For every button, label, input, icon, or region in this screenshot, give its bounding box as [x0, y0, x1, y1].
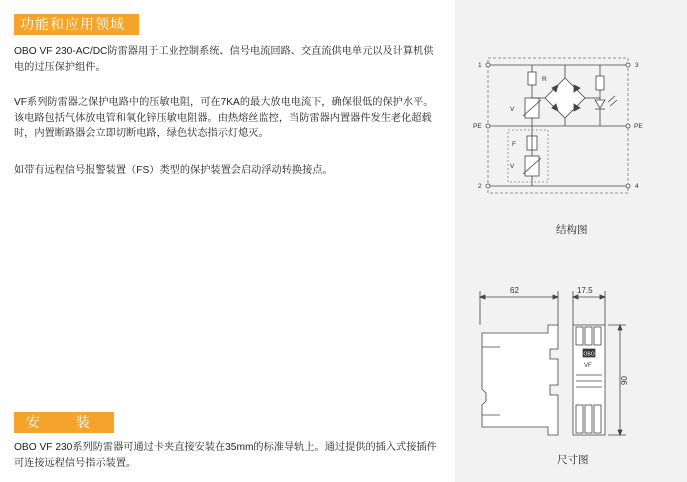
terminal-1-label: 1	[478, 62, 482, 69]
terminal-4-label: 4	[635, 183, 639, 190]
structure-diagram	[470, 48, 650, 208]
installation-paragraph: OBO VF 230系列防雷器可通过卡夹直接安装在35mm的标准导轨上。通过提供的插入式接插件可连接远程信号指示装置。	[14, 442, 437, 469]
features-paragraph-1: OBO VF 230-AC/DC防雷器用于工业控制系统、信号电流回路、交直流供电单元以及计算机供电的过压保护组件。	[14, 46, 434, 73]
height-dimension-label: 90	[620, 376, 629, 385]
features-paragraph-3: 如带有远程信号报警装置（FS）类型的保护装置会启动浮动转换接点。	[14, 165, 333, 176]
terminal-pe-right-label: PE	[634, 123, 643, 130]
fuse-label: F	[512, 141, 516, 148]
terminal-3-label: 3	[635, 62, 639, 69]
terminal-2-label: 2	[478, 183, 482, 190]
varistor-top-label: V	[510, 106, 515, 113]
depth-dimension-label: 17.5	[577, 286, 593, 295]
device-model-label: VF	[584, 363, 592, 369]
section-heading-features: 功能和应用领域	[14, 14, 139, 35]
section-heading-installation: 安 装	[14, 412, 114, 433]
structure-diagram-caption: 结构图	[556, 224, 588, 236]
dimension-diagram-caption: 尺寸图	[557, 454, 589, 466]
features-paragraph-2: VF系列防雷器之保护电路中的压敏电阻，可在7KA的最大放电电流下，确保很低的保护水平。该电路包括气体放电管和氧化锌压敏电阻器。由热熔丝监控，当防雷器内置器件发生老化超载时，内置断路器会立即切断电路，绿色状态指示灯熄灭。	[14, 97, 434, 139]
resistor-label: R	[542, 76, 547, 83]
dimension-diagram	[470, 285, 640, 445]
device-brand-label: OBO	[583, 351, 595, 358]
width-dimension-label: 62	[510, 286, 519, 295]
varistor-bottom-label: V	[510, 163, 515, 170]
terminal-pe-left-label: PE	[473, 123, 482, 130]
